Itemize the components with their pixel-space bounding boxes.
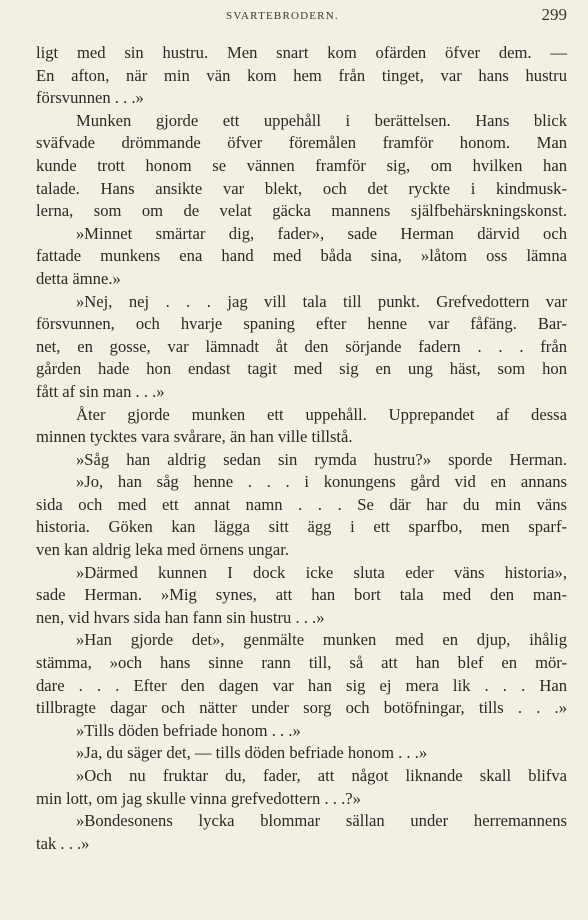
text-line: lerna, som om de velat gäcka mannens själfbehärskningskonst. [36,201,567,221]
text-line: »Nej, nej . . . jag vill tala till punkt. Grefvedottern var [76,291,567,311]
text-line: »Såg han aldrig sedan sin rymda hustru?» sporde Herman. [76,449,567,469]
text-line: »Minnet smärtar dig, fader», sade Herman därvid och [76,223,567,243]
running-head: SVARTEBRODERN. [226,10,339,22]
text-line: minnen tycktes vara svårare, än han ville tillstå. [36,427,353,447]
text-line: fått af sin man . . .» [36,381,165,401]
text-line: ven kan aldrig leka med örnens ungar. [36,540,289,560]
text-line: ligt med sin hustru. Men snart kom ofärden öfver dem. — [36,43,567,62]
text-line: »Därmed kunnen I dock icke sluta eder väns historia», [76,562,567,582]
text-line: En afton, när min vän kom hem från tinget, var hans hustru [36,65,567,85]
text-line: försvunnen . . .» [36,88,144,108]
text-line: nen, vid hvars sida han fann sin hustru . . .» [36,607,325,627]
text-line: sväfvade drömmande öfver föremålen framför honom. Man [36,133,567,153]
text-line: dare . . . Efter den dagen var han sig ej mera lik . . . Han [36,675,567,695]
text-line: »Jo, han såg henne . . . i konungens gård vid en annans [76,472,567,492]
text-line: detta ämne.» [36,268,121,288]
text-line: historia. Göken kan lägga sitt ägg i ett sparfbo, men sparf- [36,517,567,537]
text-line: »Ja, du säger det, — tills döden befriade honom . . .» [76,743,428,763]
text-line: Åter gjorde munken ett uppehåll. Upprepandet af dessa [76,404,567,424]
text-line: fattade munkens ena hand med båda sina, »låtom oss lämna [36,246,567,266]
text-line: min lott, om jag skulle vinna grefvedottern . . .?» [36,788,361,808]
text-line: talade. Hans ansikte var blekt, och det ryckte i kindmusk- [36,178,567,198]
text-line: gården hade hon endast tagit med sig en ung häst, som hon [36,359,567,379]
text-line: kunde trott honom se vännen framför sig, om hvilken han [36,155,567,175]
text-line: stämma, »och hans sinne rann till, så att han blef en mör- [36,653,567,673]
text-line: tillbragte dagar och nätter under sorg och botöfningar, tills . . .» [36,698,567,718]
text-line: sade Herman. »Mig synes, att han bort tala med den man- [36,585,567,605]
body-text [36,42,567,855]
text-line: försvunnen, och hvarje spaning efter henne var fåfäng. Bar- [36,314,567,334]
text-line: »Och nu fruktar du, fader, att något liknande skall blifva [76,766,567,785]
text-line: Munken gjorde ett uppehåll i berättelsen. Hans blick [76,110,567,130]
text-line: net, en gosse, var lämnadt åt den sörjande fadern . . . från [36,336,567,356]
text-line: »Bondesonens lycka blommar sällan under herremannens [76,811,567,831]
text-line: sida och med ett annat namn . . . Se där har du min väns [36,494,567,514]
page-number: 299 [541,5,567,24]
text-line: tak . . .» [36,833,90,853]
text-line: »Tills döden befriade honom . . .» [76,720,301,740]
text-line: »Han gjorde det», genmälte munken med en djup, ihålig [76,630,567,650]
